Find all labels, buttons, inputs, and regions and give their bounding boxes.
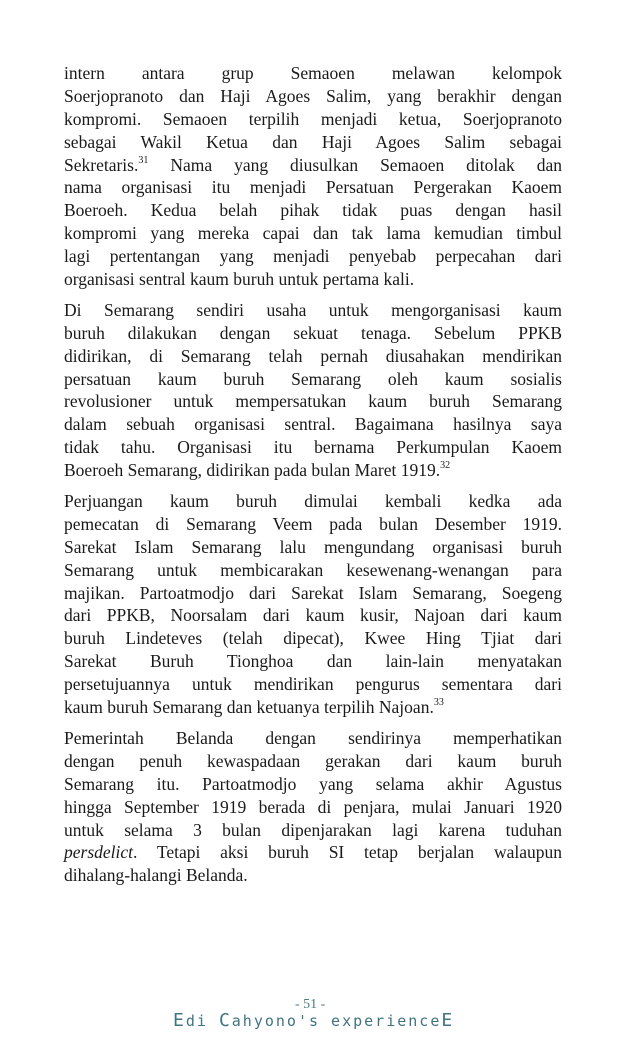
text-line: Soerjopranoto dan Haji Agoes Salim, yang berakhir dengan: [64, 85, 562, 106]
text-line: kompromi. Semaoen terpilih menjadi ketua, Soerjopranoto: [64, 108, 562, 129]
text-line: [64, 841, 562, 864]
text-segment: Boeroeh Semarang, didirikan pada bulan Maret 1919.: [64, 460, 441, 481]
paragraph-2: [64, 299, 562, 482]
text-segment: Nama yang diusulkan Semaoen ditolak dan: [170, 154, 563, 175]
paragraph-3: [64, 490, 562, 719]
book-title: [173, 1010, 454, 1031]
text-line: persatuan kaum buruh Semarang oleh kaum sosialis: [64, 368, 562, 389]
text-segment: kaum buruh Semarang dan ketuanya terpilih Najoan.: [64, 697, 434, 718]
italic-term: persdelict: [64, 842, 134, 863]
text-line: Pemerintah Belanda dengan sendirinya memperhatikan: [64, 727, 562, 748]
title-segment: di: [185, 1012, 219, 1030]
page-body: [64, 62, 562, 895]
text-line: organisasi sentral kaum buruh untuk pertama kali.: [64, 269, 415, 290]
text-line: didirikan, di Semarang telah pernah diusahakan mendirikan: [64, 345, 562, 366]
footnote-ref: 32: [440, 460, 451, 472]
text-line: buruh Lindeteves (telah dipecat), Kwee Hing Tjiat dari: [64, 628, 562, 649]
text-line: intern antara grup Semaoen melawan kelompok: [64, 63, 562, 83]
text-line: hingga September 1919 berada di penjara, mulai Januari 1920: [64, 796, 562, 817]
text-line: lagi pertentangan yang menjadi penyebab perpecahan dari: [64, 246, 562, 267]
text-line: untuk selama 3 bulan dipenjarakan lagi karena tuduhan: [64, 819, 562, 840]
text-segment: . Tetapi aksi buruh SI tetap berjalan walaupun: [133, 842, 562, 863]
text-line: dalam sebuah organisasi sentral. Bagaimana hasilnya saya: [64, 414, 562, 435]
text-line: Boeroeh. Kedua belah pihak tidak puas dengan hasil: [64, 200, 562, 221]
text-line: buruh dilakukan dengan sekuat tenaga. Sebelum PPKB: [64, 322, 562, 343]
title-initial: E: [441, 1010, 455, 1031]
title-apostrophe: ': [297, 1012, 309, 1030]
title-initial: E: [173, 1010, 186, 1031]
text-line: Sarekat Islam Semarang lalu mengundang organisasi buruh: [64, 536, 562, 557]
text-line: nama organisasi itu menjadi Persatuan Pergerakan Kaoem: [64, 177, 562, 198]
page-number: - 51 -: [295, 997, 326, 1012]
text-line: pemecatan di Semarang Veem pada bulan Desember 1919.: [64, 513, 562, 534]
text-line: Semarang untuk membicarakan kesewenang-wenangan para: [64, 559, 562, 580]
text-line: majikan. Partoatmodjo dari Sarekat Islam Semarang, Soegeng: [64, 582, 562, 603]
paragraph-4: [64, 727, 562, 887]
title-initial: C: [218, 1010, 232, 1031]
text-line: tidak tahu. Organisasi itu bernama Perkumpulan Kaoem: [64, 437, 562, 458]
text-line: kompromi yang mereka capai dan tak lama kemudian timbul: [64, 223, 562, 244]
text-line: dari PPKB, Noorsalam dari kaum kusir, Najoan dari kaum: [64, 605, 562, 626]
text-line: Di Semarang sendiri usaha untuk mengorganisasi kaum: [64, 299, 562, 320]
title-segment: ahyono: [231, 1012, 298, 1030]
title-segment: s experience: [309, 1012, 442, 1030]
text-line: dengan penuh kewaspadaan gerakan dari kaum buruh: [64, 750, 562, 771]
text-line: sebagai Wakil Ketua dan Haji Agoes Salim sebagai: [64, 131, 562, 152]
text-segment: Sekretaris.: [64, 154, 139, 175]
text-line: revolusioner untuk mempersatukan kaum buruh Semarang: [64, 391, 562, 412]
text-line: dihalang-halangi Belanda.: [64, 865, 248, 886]
text-line: [64, 154, 562, 177]
text-line: Sarekat Buruh Tionghoa dan lain-lain menyatakan: [64, 651, 562, 672]
text-line: [64, 696, 562, 719]
text-line: persetujuannya untuk mendirikan pengurus sementara dari: [64, 674, 562, 695]
text-line: Perjuangan kaum buruh dimulai kembali kedka ada: [64, 491, 562, 512]
footnote-ref: 31: [138, 154, 149, 166]
footnote-ref: 33: [433, 697, 444, 709]
text-line: [64, 459, 562, 482]
page-footer: [0, 996, 638, 1036]
text-line: Semarang itu. Partoatmodjo yang selama akhir Agustus: [64, 773, 562, 794]
paragraph-1: [64, 62, 562, 291]
